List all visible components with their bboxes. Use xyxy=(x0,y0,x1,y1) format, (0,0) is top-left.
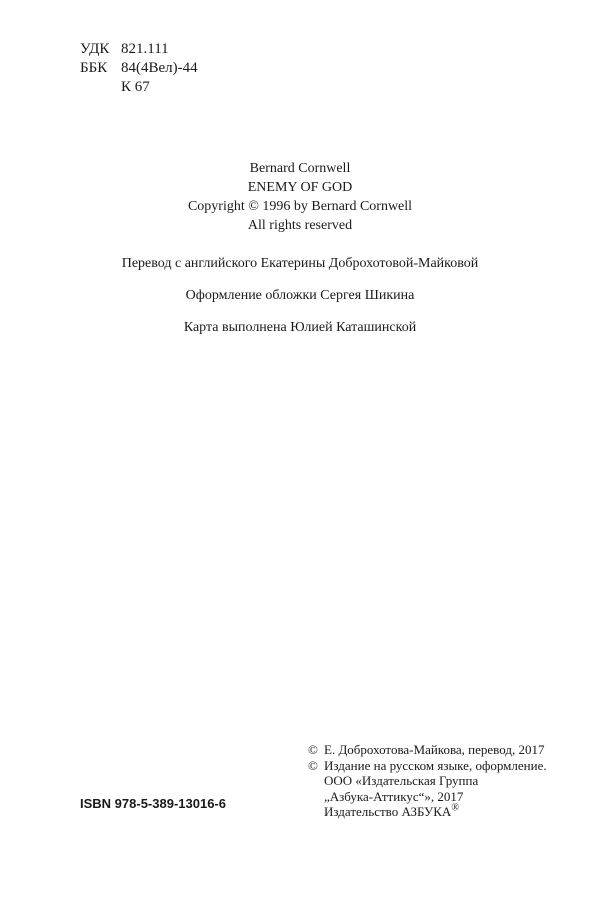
edition-copyright-row xyxy=(308,758,547,774)
registered-mark: ® xyxy=(451,802,459,814)
copyright-notices xyxy=(308,742,547,820)
classification-block xyxy=(80,40,198,97)
bbk-label: ББК xyxy=(80,60,108,76)
original-author: Bernard Cornwell xyxy=(249,161,351,176)
imprint-name: Издательство АЗБУКА xyxy=(324,804,452,819)
original-copyright: Copyright © 1996 by Bernard Cornwell xyxy=(187,199,413,214)
original-edition-block xyxy=(0,159,600,235)
author-mark: К 67 xyxy=(121,79,150,95)
publisher-line-1: ООО «Издательская Группа xyxy=(324,773,479,788)
bbk-row xyxy=(80,59,198,78)
imprint-line xyxy=(308,804,547,820)
original-rights: All rights reserved xyxy=(247,218,353,233)
translation-copyright-row xyxy=(308,742,547,758)
bbk-value: 84(4Вел)-44 xyxy=(121,60,198,76)
copyright-sign: © xyxy=(308,742,318,757)
map-credit: Карта выполнена Юлией Каташинской xyxy=(183,320,417,335)
publisher-line-2: „Азбука-Аттикус“», 2017 xyxy=(324,788,464,804)
translation-credit: Перевод с английского Екатерины Доброхотовой-Майковой xyxy=(121,256,479,271)
isbn: ISBN 978-5-389-13016-6 xyxy=(80,796,226,811)
udk-value: 821.111 xyxy=(121,41,169,57)
translation-copyright-text: Е. Доброхотова-Майкова, перевод, 2017 xyxy=(324,742,545,757)
udk-row xyxy=(80,40,198,59)
copyright-sign: © xyxy=(308,757,318,773)
edition-copyright-text: Издание на русском языке, оформление. xyxy=(324,757,547,773)
original-title: ENEMY OF GOD xyxy=(247,180,353,195)
cover-design-credit: Оформление обложки Сергея Шикина xyxy=(185,288,415,303)
udk-label: УДК xyxy=(80,41,110,57)
